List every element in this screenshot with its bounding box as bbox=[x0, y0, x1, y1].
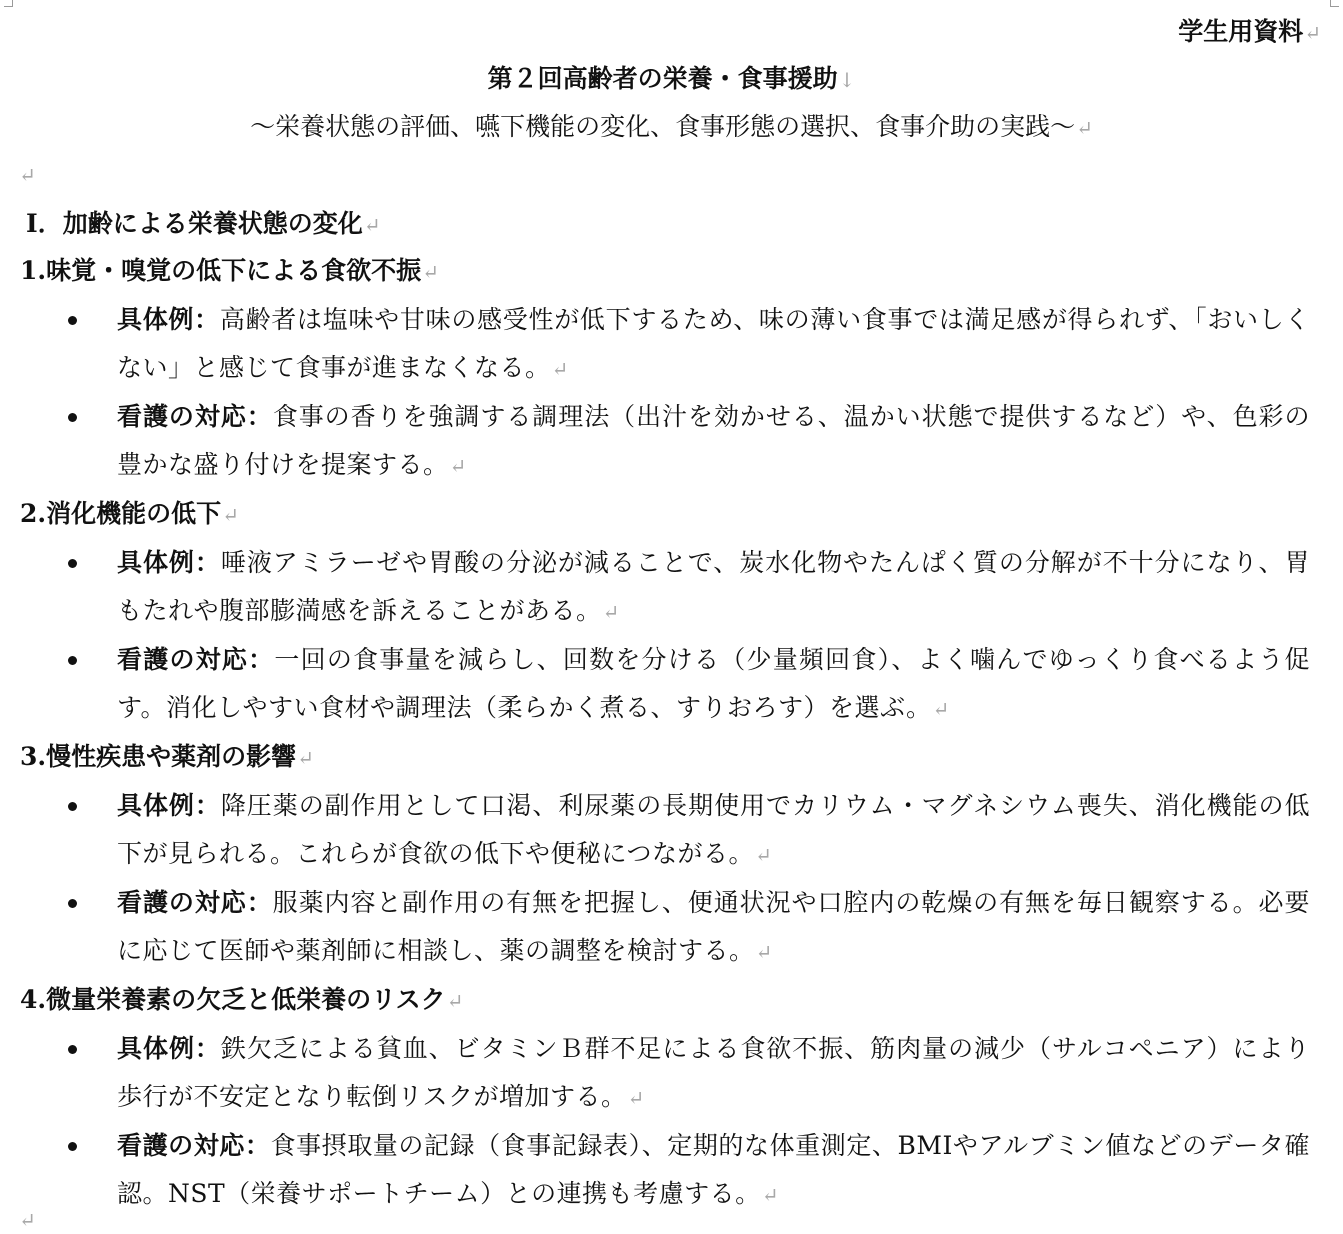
bullet-item bbox=[20, 879, 1310, 976]
bullet-list bbox=[20, 782, 1310, 976]
bullet-list bbox=[20, 296, 1310, 490]
topic-heading-text: 2.消化機能の低下 bbox=[20, 499, 222, 528]
topic-heading bbox=[20, 247, 1310, 296]
topic-heading-text: 1.味覚・嗅覚の低下による食欲不振 bbox=[20, 256, 422, 285]
bullet-label: 具体例： bbox=[117, 305, 220, 334]
paragraph-mark: ↵ bbox=[449, 454, 467, 478]
bullet-item bbox=[20, 539, 1310, 636]
bullet-label: 具体例： bbox=[117, 791, 221, 820]
document-title bbox=[0, 60, 1343, 99]
topic-heading-text: 4.微量栄養素の欠乏と低栄養のリスク bbox=[20, 985, 446, 1014]
paragraph-mark: ↵ bbox=[627, 1086, 645, 1110]
bullet-text: 食事の香りを強調する調理法（出汁を効かせる、温かい状態で提供するなど）や、色彩の豊かな盛り付けを提案する。 bbox=[117, 402, 1310, 479]
bullet-label: 具体例： bbox=[117, 548, 221, 577]
paragraph-mark: ↵ bbox=[19, 163, 36, 187]
bullet-dot-icon bbox=[68, 802, 77, 811]
bullet-item bbox=[20, 636, 1310, 733]
bullet-dot-icon bbox=[68, 316, 77, 325]
bullet-text: 一回の食事量を減らし、回数を分ける（少量頻回食）、よく噛んでゆっくり食べるよう促す。消化しやすい食材や調理法（柔らかく煮る、すりおろす）を選ぶ。 bbox=[117, 645, 1310, 722]
bullet-dot-icon bbox=[68, 656, 77, 665]
page-corner-mark bbox=[1330, 0, 1339, 7]
bullet-text: 鉄欠乏による貧血、ビタミンＢ群不足による食欲不振、筋肉量の減少（サルコペニア）により歩行が不安定となり転倒リスクが増加する。 bbox=[117, 1034, 1310, 1111]
section-heading-text: Ⅰ．加齢による栄養状態の変化 bbox=[26, 209, 363, 238]
topic-heading bbox=[20, 490, 1310, 539]
bullet-item bbox=[20, 782, 1310, 879]
bullet-item bbox=[20, 1025, 1310, 1122]
topic-heading bbox=[20, 733, 1310, 782]
bullet-label: 看護の対応： bbox=[117, 402, 273, 431]
title-text: 第２回高齢者の栄養・食事援助 bbox=[487, 64, 838, 93]
paragraph-mark: ↵ bbox=[446, 989, 464, 1013]
bullet-item bbox=[20, 296, 1310, 393]
line-break-mark: ↓ bbox=[838, 68, 856, 92]
paragraph-mark: ↵ bbox=[1076, 116, 1093, 140]
page-corner-mark bbox=[4, 0, 13, 7]
paragraph-mark: ↵ bbox=[755, 843, 773, 867]
header-label-text: 学生用資料 bbox=[1178, 17, 1304, 46]
paragraph-mark: ↵ bbox=[761, 1183, 779, 1207]
bullet-item bbox=[20, 393, 1310, 490]
bullet-text: 食事摂取量の記録（食事記録表）、定期的な体重測定、BMIやアルブミン値などのデータ確認。NST（栄養サポートチーム）との連携も考慮する。 bbox=[117, 1131, 1310, 1208]
paragraph-mark: ↵ bbox=[932, 697, 950, 721]
bullet-label: 看護の対応： bbox=[117, 888, 273, 917]
topic-heading bbox=[20, 976, 1310, 1025]
empty-paragraph bbox=[18, 1208, 36, 1234]
topic-heading-text: 3.慢性疾患や薬剤の影響 bbox=[20, 742, 297, 771]
bullet-label: 看護の対応： bbox=[117, 1131, 271, 1160]
paragraph-mark: ↵ bbox=[422, 260, 439, 284]
bullet-list bbox=[20, 1025, 1310, 1219]
paragraph-mark: ↵ bbox=[297, 746, 314, 770]
paragraph-mark: ↵ bbox=[551, 357, 569, 381]
bullet-item bbox=[20, 1122, 1310, 1219]
paragraph-mark: ↵ bbox=[222, 503, 239, 527]
header-label bbox=[1178, 14, 1321, 51]
bullet-text: 降圧薬の副作用として口渇、利尿薬の長期使用でカリウム・マグネシウム喪失、消化機能の低下が見られる。これらが食欲の低下や便秘につながる。 bbox=[117, 791, 1310, 868]
subtitle-text: 〜栄養状態の評価、嚥下機能の変化、食事形態の選択、食事介助の実践〜 bbox=[250, 112, 1076, 141]
empty-paragraph bbox=[18, 156, 36, 196]
bullet-dot-icon bbox=[68, 1045, 77, 1054]
paragraph-mark: ↵ bbox=[19, 1208, 36, 1232]
bullet-dot-icon bbox=[68, 899, 77, 908]
bullet-label: 看護の対応： bbox=[117, 645, 275, 674]
paragraph-mark: ↵ bbox=[602, 600, 620, 624]
document-subtitle bbox=[0, 108, 1343, 147]
bullet-dot-icon bbox=[68, 559, 77, 568]
bullet-list bbox=[20, 539, 1310, 733]
bullet-text: 服薬内容と副作用の有無を把握し、便通状況や口腔内の乾燥の有無を毎日観察する。必要に応じて医師や薬剤師に相談し、薬の調整を検討する。 bbox=[117, 888, 1310, 965]
document-body bbox=[20, 202, 1310, 1219]
paragraph-mark: ↵ bbox=[1304, 21, 1321, 45]
bullet-dot-icon bbox=[68, 413, 77, 422]
paragraph-mark: ↵ bbox=[363, 213, 381, 237]
bullet-label: 具体例： bbox=[117, 1034, 221, 1063]
section-heading bbox=[26, 202, 1310, 247]
bullet-dot-icon bbox=[68, 1142, 77, 1151]
bullet-text: 唾液アミラーゼや胃酸の分泌が減ることで、炭水化物やたんぱく質の分解が不十分になり、胃もたれや腹部膨満感を訴えることがある。 bbox=[117, 548, 1310, 625]
bullet-text: 高齢者は塩味や甘味の感受性が低下するため、味の薄い食事では満足感が得られず、「おいしくない」と感じて食事が進まなくなる。 bbox=[117, 305, 1310, 382]
paragraph-mark: ↵ bbox=[755, 940, 773, 964]
